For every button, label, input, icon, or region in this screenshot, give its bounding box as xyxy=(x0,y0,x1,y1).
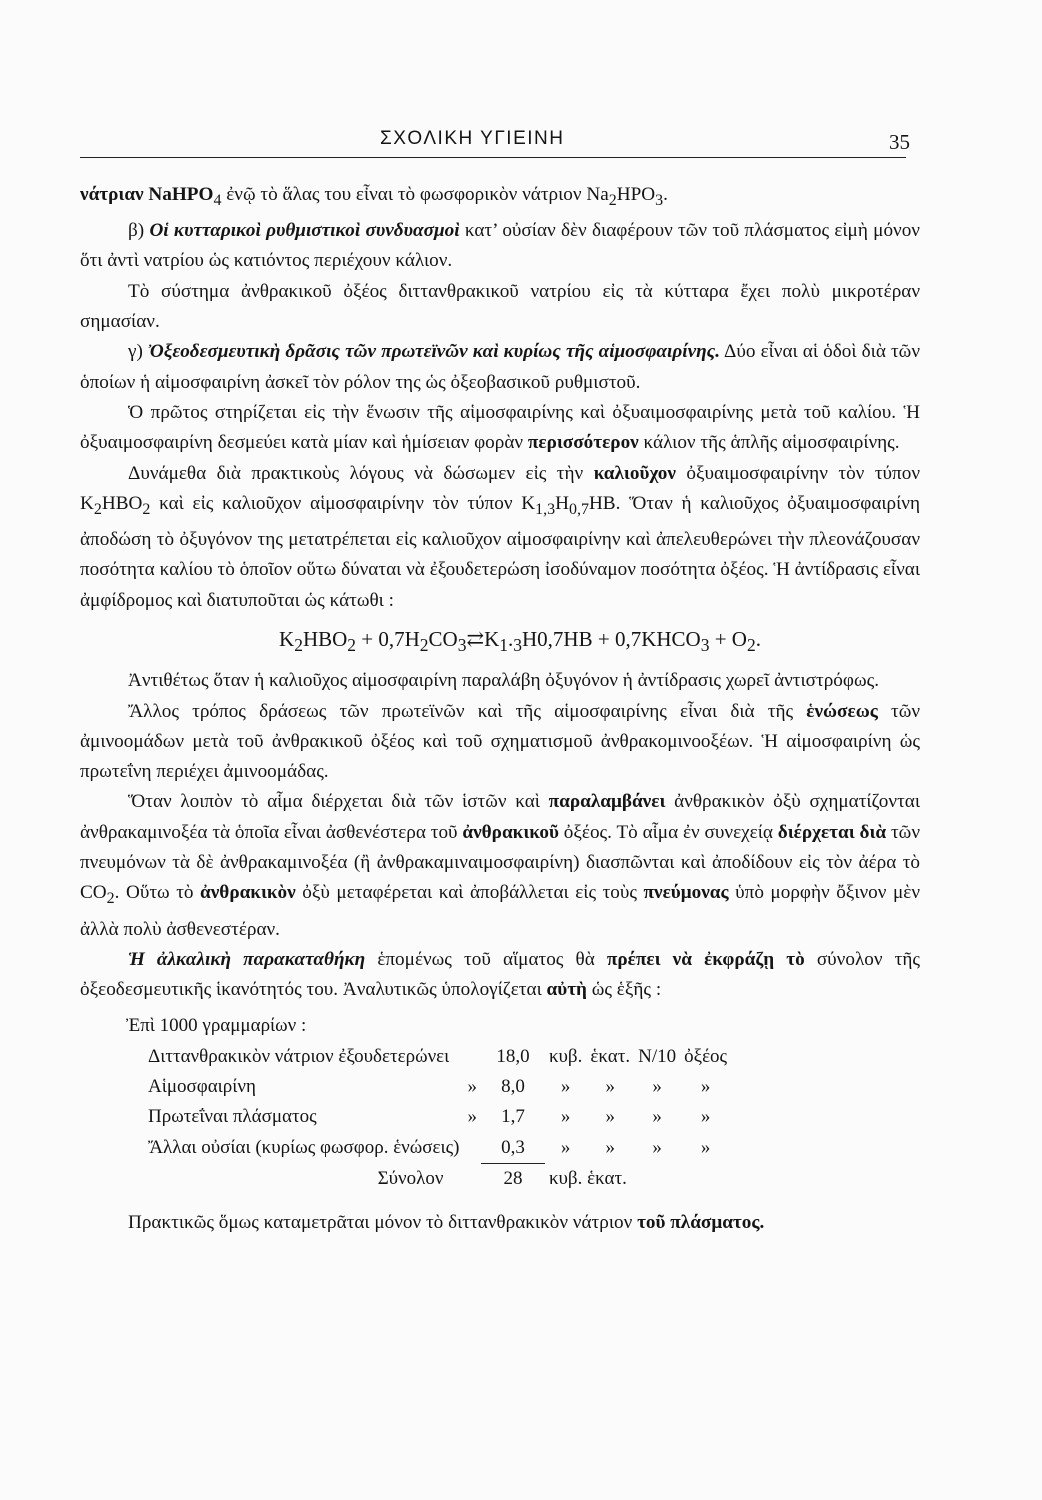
paragraph: Πρακτικῶς ὅμως καταμετρᾶται μόνον τὸ διττανθρακικὸν νάτριον τοῦ πλάσματος. xyxy=(128,1212,765,1234)
table-row: Διττανθρακικὸν νάτριον ἐξουδετερώνει 18,0 κυβ. ἑκατ. N/10 ὀξέος xyxy=(148,1045,728,1067)
chemical-equation: $K_2HBO_2$ + $0,7H_2CO_3⇄K_1._3H0,7HB$ + $0,7KHCO_3 + O_2$. xyxy=(279,626,761,655)
emphasis: Ἡ ἀλκαλικὴ παρακαταθήκη xyxy=(128,948,366,970)
paragraph: γ) Ὀξεοδεσμευτικὴ δρᾶσις τῶν πρωτεϊνῶν καὶ κυρίως τῆς αἱμοσφαιρίνης. Δύο εἶναι αἱ ὁδοὶ διὰ τῶν ὁποίων ἡ αἱμοσφαιρίνη ἀσκεῖ τὸν ρόλον της ὡς ὀξεοβασικοῦ ρυθμιστοῦ. xyxy=(80,341,920,393)
paragraph: Ἄλλος τρόπος δράσεως τῶν πρωτεϊνῶν καὶ τῆς αἱμοσφαιρίνης εἶναι διὰ τῆς ἑνώσεως τῶν ἀμινοομάδων μετὰ τοῦ ἀνθρακικοῦ ὀξέος καὶ τοῦ σχηματισμοῦ ἀνθρακομινοοξέων. Ἡ αἱμοσφαιρίνη ὡς πρωτεΐνη περιέχει ἀμινοομάδας. xyxy=(80,700,921,783)
running-title: ΣΧΟΛΙΚΗ ΥΓΙΕΙΝΗ xyxy=(380,128,565,149)
page-number: 35 xyxy=(889,130,910,154)
table-row: Ἄλλαι οὐσίαι (κυρίως φωσφορ. ἑνώσεις) 0,3 » » » » xyxy=(144,1133,731,1164)
alkali-reserve-table xyxy=(144,1042,731,1194)
paragraph: Ὁ πρῶτος στηρίζεται εἰς τὴν ἕνωσιν τῆς αἱμοσφαιρίνης καὶ ὀξυαιμοσφαιρίνης μετὰ τοῦ καλίου. Ἡ ὀξυαιμοσφαιρίνη δεσμεύει κατὰ μίαν καὶ ἡμίσειαν φορὰν περισσότερον κάλιον τῆς ἁπλῆς αἱμοσφαιρίνης. xyxy=(80,401,920,454)
table-total-row: Σύνολον 28 κυβ. ἑκατ. xyxy=(377,1167,627,1189)
calc-intro: Ἐπὶ 1000 γραμμαρίων : xyxy=(126,1015,307,1037)
paragraph: Ἀντιθέτως ὅταν ἡ καλιοῦχος αἱμοσφαιρίνη παραλάβη ὀξυγόνον ἡ ἀντίδρασις χωρεῖ ἀντιστρόφως. xyxy=(128,670,880,692)
table-row: Πρωτεΐναι πλάσματος » 1,7 » » » » xyxy=(148,1106,711,1128)
paragraph: Ὅταν λοιπὸν τὸ αἷμα διέρχεται διὰ τῶν ἱστῶν καὶ παραλαμβάνει ἀνθρακικὸν ὀξὺ σχηματίζονται ἀνθρακαμινοξέα τὰ ὁποῖα εἶναι ἀσθενέστερα τοῦ ἀνθρακικοῦ ὀξέος. Τὸ αἷμα ἐν συνεχείᾳ διέρχεται διὰ τῶν πνευμόνων τὰ δὲ ἀνθρακαμινοξέα (ἢ ἀνθρακαμιναιμοσφαιρίνη) διασπῶνται καὶ ἀποδίδουν εἰς τὸν ἀέρα τὸ $CO_2$. Οὕτω τὸ ἀνθρακικὸν ὀξὺ μεταφέρεται καὶ ἀποβάλλεται εἰς τοὺς πνεύμονας ὑπὸ μορφὴν ὄξινον μὲν ἀλλὰ πολὺ ἀσθενεστέραν. xyxy=(80,791,920,940)
table-row: Αἱμοσφαιρίνη » 8,0 » » » » xyxy=(148,1075,711,1097)
emphasis: Ὀξεοδεσμευτικὴ δρᾶσις τῶν πρωτεϊνῶν καὶ κυρίως τῆς αἱμοσφαιρίνης. xyxy=(147,341,720,363)
paragraph: Τὸ σύστημα ἀνθρακικοῦ ὀξέος διττανθρακικοῦ νατρίου εἰς τὰ κύτταρα ἔχει πολὺ μικροτέραν σημασίαν. xyxy=(80,280,920,333)
running-header xyxy=(80,128,910,158)
paragraph: Ἡ ἀλκαλικὴ παρακαταθήκη ἑπομένως τοῦ αἵματος θὰ πρέπει νὰ ἐκφράζῃ τὸ σύνολον τῆς ὀξεοδεσμευτικῆς ἱκανότητός του. Ἀναλυτικῶς ὑπολογίζεται αὐτὴ ὡς ἑξῆς : xyxy=(80,948,920,1001)
reversible-arrow-icon: ⇄ xyxy=(466,626,485,651)
paragraph: νάτριαν NaHPO$_4$ ἐνῷ τὸ ἅλας του εἶναι τὸ φωσφορικὸν νάτριον $Na_2HPO_3$. xyxy=(80,184,668,209)
paragraph: Δυνάμεθα διὰ πρακτικοὺς λόγους νὰ δώσωμεν εἰς τὴν καλιοῦχον ὀξυαιμοσφαιρίνην τὸν τύπον $K_2HBO_2$ καὶ εἰς καλιοῦχον αἱμοσφαιρίνην τὸν τύπον $K_{1,3}H_{0,7}HB$. Ὅταν ἡ καλιοῦχος ὀξυαιμοσφαιρίνη ἀποδώση τὸ ὀξυγόνον της μετατρέπεται εἰς καλιοῦχον αἱμοσφαιρίνην καὶ ἀπελευθερώνει τὴν πλεονάζουσαν ποσότητα καλίου τὸ ὁποῖον οὕτω δύναται νὰ ἐξουδετερώση ἰσοδύναμον ποσότητα ὀξέος. Ἡ ἀντίδρασις εἶναι ἀμφίδρομος καὶ διατυποῦται ὡς κάτωθι : xyxy=(80,462,920,611)
emphasis: Οἱ κυτταρικοὶ ρυθμιστικοὶ συνδυασμοὶ xyxy=(149,220,460,242)
page-body xyxy=(80,180,920,1238)
paragraph: β) Οἱ κυτταρικοὶ ρυθμιστικοὶ συνδυασμοὶ κατ’ οὐσίαν δὲν διαφέρουν τῶν τοῦ πλάσματος εἰμὴ μόνον ὅτι ἀντὶ νατρίου ὡς κατιόντος περιέχουν κάλιον. xyxy=(80,220,920,272)
header-rule xyxy=(80,157,906,158)
